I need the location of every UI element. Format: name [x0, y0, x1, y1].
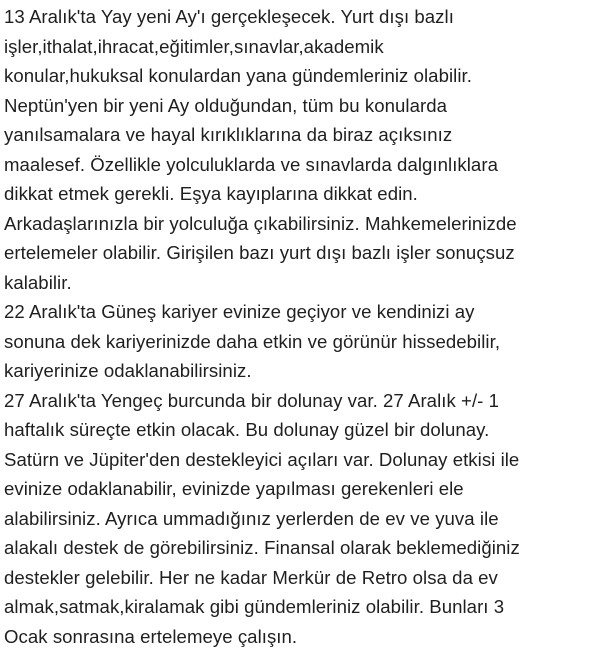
text-line: alabilirsiniz. Ayrıca ummadığınız yerlerden de ev ve yuva ile	[4, 504, 598, 534]
text-line: işler,ithalat,ihracat,eğitimler,sınavlar,akademik	[4, 32, 598, 62]
document-body	[4, 2, 598, 651]
text-line: Ocak sonrasına ertelemeye çalışın.	[4, 622, 598, 651]
text-line: Arkadaşlarınızla bir yolculuğa çıkabilirsiniz. Mahkemelerinizde	[4, 209, 598, 239]
text-line: yanılsamalara ve hayal kırıklıklarına da biraz açıksınız	[4, 120, 598, 150]
text-line: kalabilir.	[4, 268, 598, 298]
text-line: evinize odaklanabilir, evinizde yapılması gerekenleri ele	[4, 474, 598, 504]
text-line: maalesef. Özellikle yolculuklarda ve sınavlarda dalgınlıklara	[4, 150, 598, 180]
text-line: dikkat etmek gerekli. Eşya kayıplarına dikkat edin.	[4, 179, 598, 209]
text-line: konular,hukuksal konulardan yana gündemleriniz olabilir.	[4, 61, 598, 91]
text-line: 27 Aralık'ta Yengeç burcunda bir dolunay var. 27 Aralık +/- 1	[4, 386, 598, 416]
text-line: destekler gelebilir. Her ne kadar Merkür de Retro olsa da ev	[4, 563, 598, 593]
text-line: almak,satmak,kiralamak gibi gündemleriniz olabilir. Bunları 3	[4, 592, 598, 622]
text-line: alakalı destek de görebilirsiniz. Finansal olarak beklemediğiniz	[4, 533, 598, 563]
text-line: ertelemeler olabilir. Girişilen bazı yurt dışı bazlı işler sonuçsuz	[4, 238, 598, 268]
text-line: Satürn ve Jüpiter'den destekleyici açıları var. Dolunay etkisi ile	[4, 445, 598, 475]
text-line: kariyerinize odaklanabilirsiniz.	[4, 356, 598, 386]
text-line: 22 Aralık'ta Güneş kariyer evinize geçiyor ve kendinizi ay	[4, 297, 598, 327]
text-line: Neptün'yen bir yeni Ay olduğundan, tüm bu konularda	[4, 91, 598, 121]
text-line: 13 Aralık'ta Yay yeni Ay'ı gerçekleşecek. Yurt dışı bazlı	[4, 2, 598, 32]
text-line: sonuna dek kariyerinizde daha etkin ve görünür hissedebilir,	[4, 327, 598, 357]
text-line: haftalık süreçte etkin olacak. Bu dolunay güzel bir dolunay.	[4, 415, 598, 445]
